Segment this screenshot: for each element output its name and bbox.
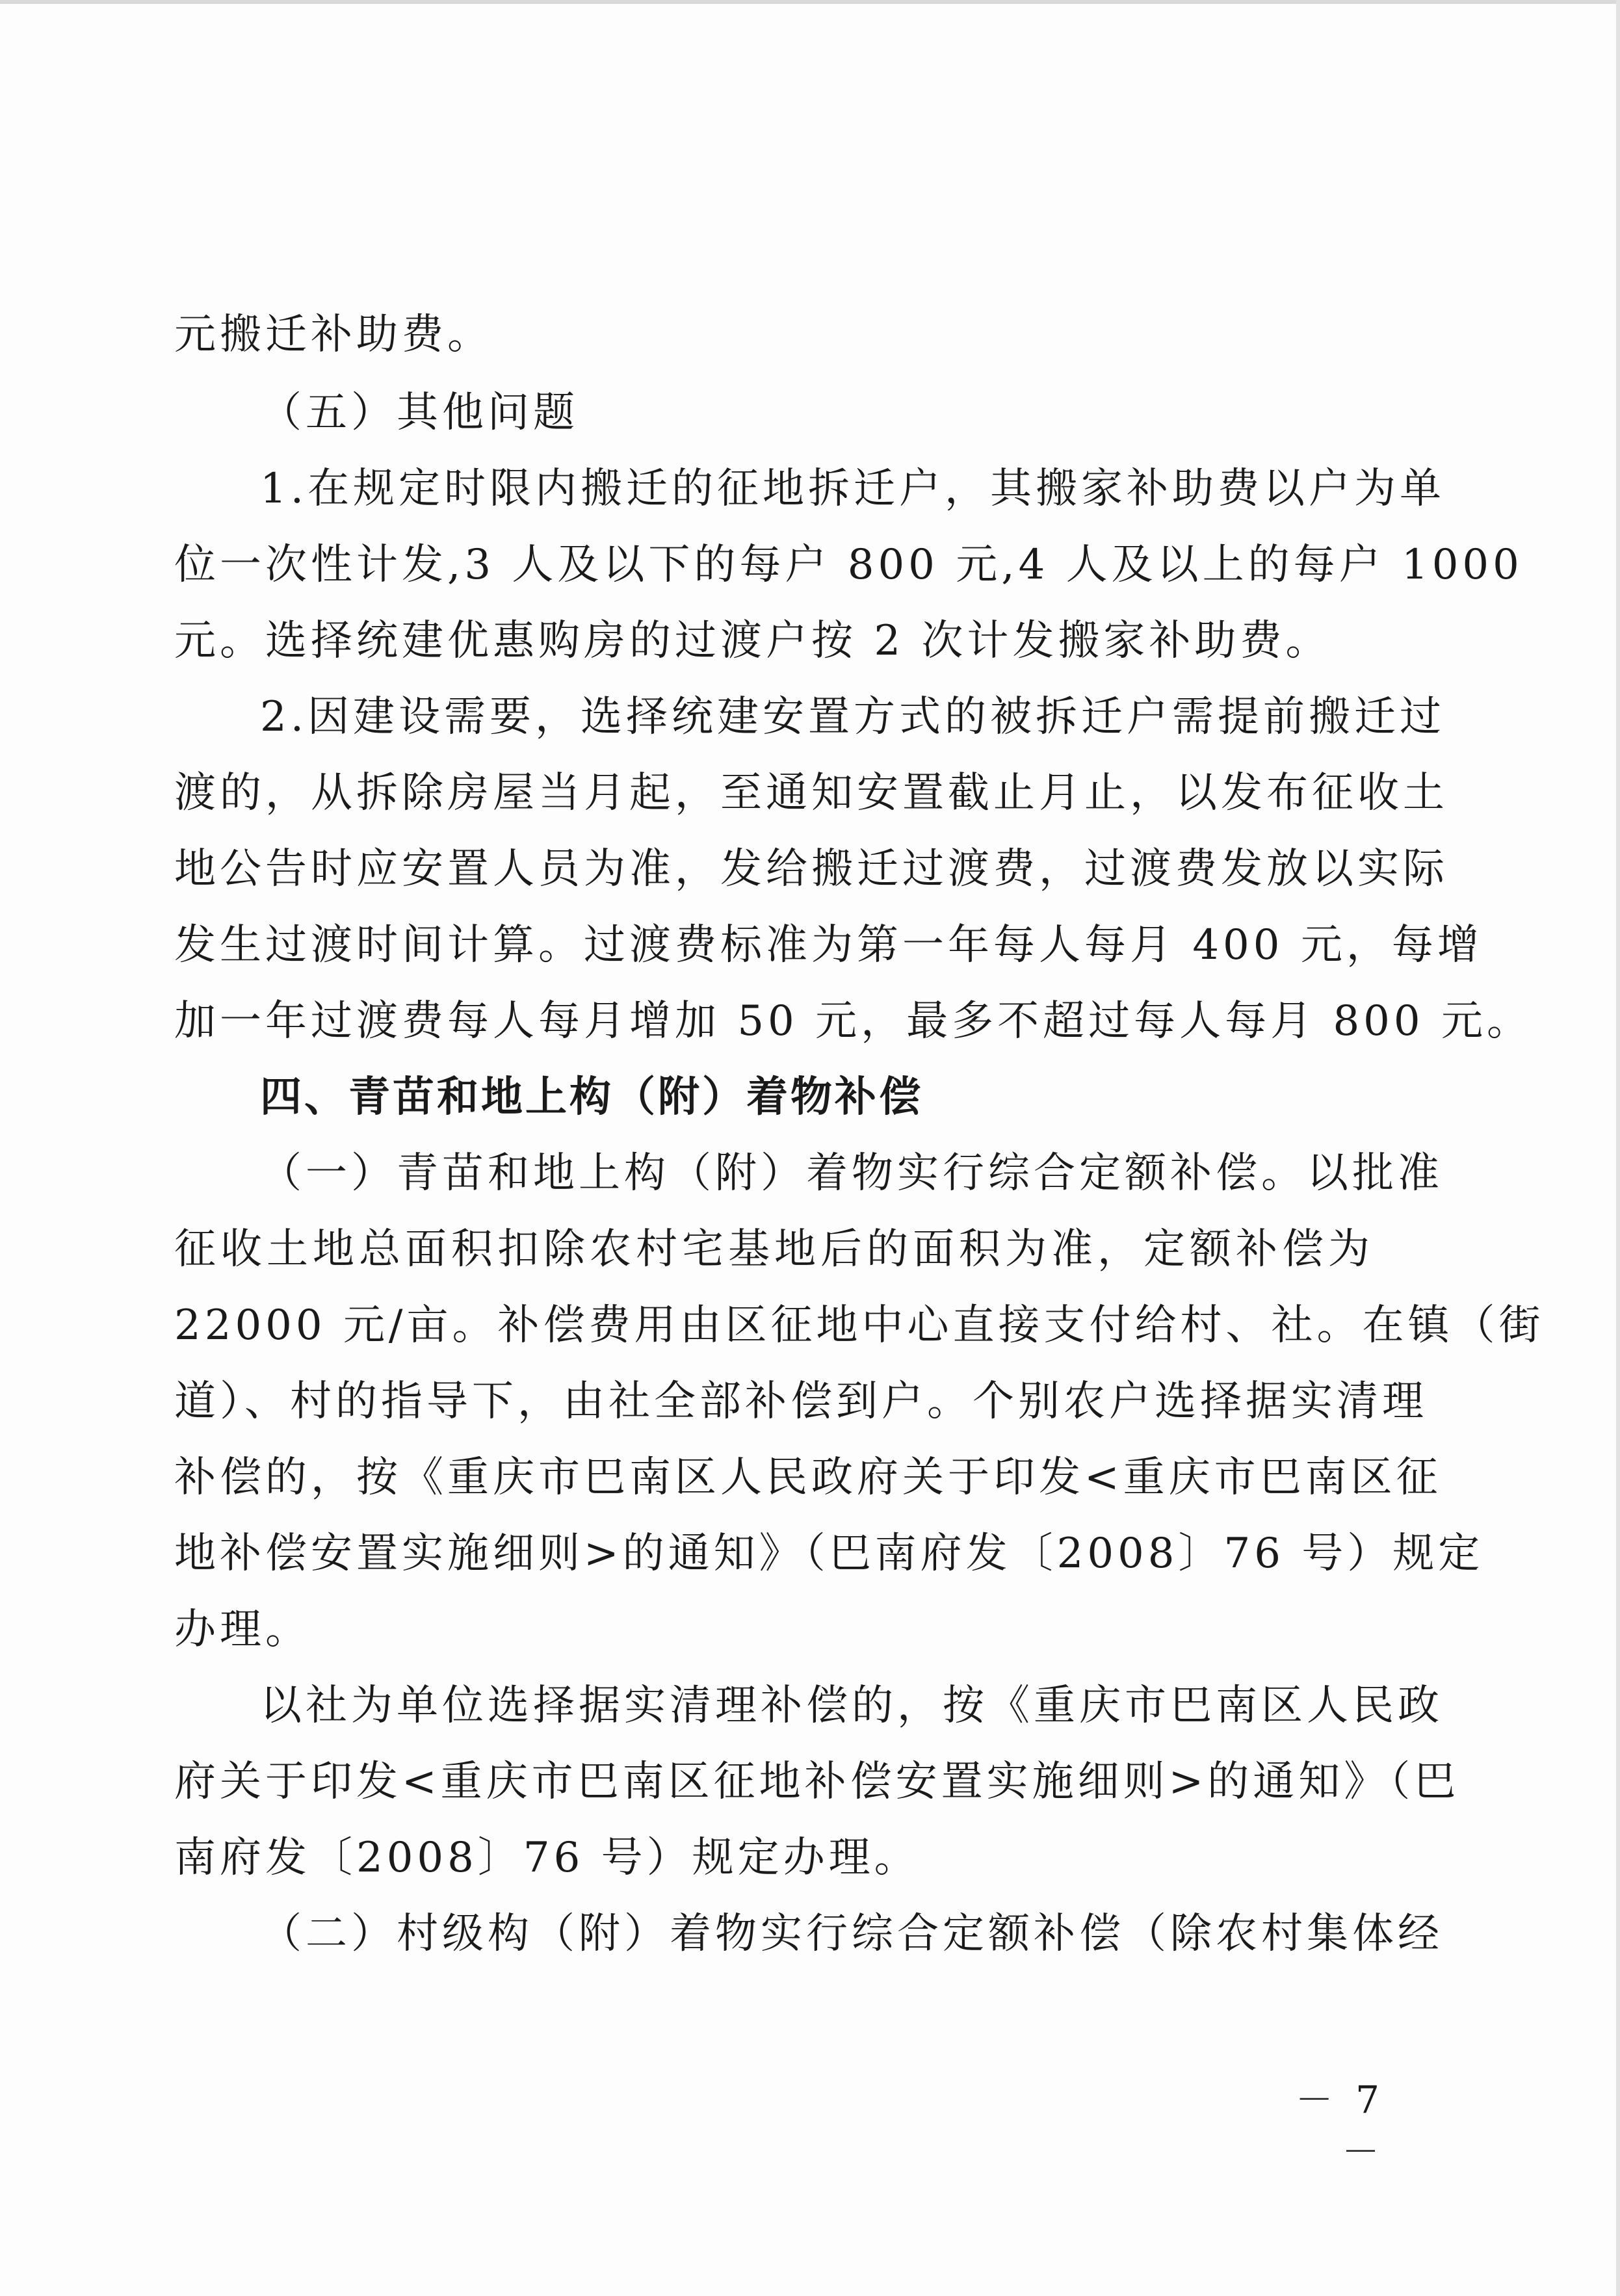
text-line-5: 元。选择统建优惠购房的过渡户按 2 次计发搬家补助费。 [174,617,1331,665]
text-line-21: 南府发〔2008〕76 号）规定办理。 [174,1834,920,1882]
text-line-15: 道）、村的指导下，由社全部补偿到户。个别农户选择据实清理 [174,1377,1428,1426]
text-line-4: 位一次性计发,3 人及以下的每户 800 元,4 人及以上的每户 1000 [174,541,1523,589]
text-line-22: （二）村级构（附）着物实行综合定额补偿（除农村集体经 [260,1910,1443,1958]
text-line-1: 元搬迁补助费。 [174,311,493,359]
text-line-6: 2.因建设需要，选择统建安置方式的被拆迁户需提前搬迁过 [260,693,1446,741]
section-heading-other-issues: （五）其他问题 [260,389,579,437]
text-line-9: 发生过渡时间计算。过渡费标准为第一年每人每月 400 元，每增 [174,921,1483,969]
text-line-7: 渡的，从拆除房屋当月起，至通知安置截止月止，以发布征收土 [174,769,1448,817]
text-line-20: 府关于印发<重庆市巴南区征地补偿安置实施细则>的通知》（巴 [174,1758,1460,1806]
text-line-19: 以社为单位选择据实清理补偿的，按《重庆市巴南区人民政 [260,1682,1443,1730]
text-line-17: 地补偿安置实施细则>的通知》（巴南府发〔2008〕76 号）规定 [174,1530,1484,1578]
text-line-13: 征收土地总面积扣除农村宅基地后的面积为准，定额补偿为 [174,1225,1374,1273]
text-line-8: 地公告时应安置人员为准，发给搬迁过渡费，过渡费发放以实际 [174,845,1448,893]
scan-edge-right [1616,0,1620,2296]
text-line-10: 加一年过渡费每人每月增加 50 元，最多不超过每人每月 800 元。 [174,997,1532,1045]
text-line-18: 办理。 [174,1606,311,1654]
section-heading-compensation: 四、青苗和地上构（附）着物补偿 [260,1073,923,1121]
text-line-16: 补偿的，按《重庆市巴南区人民政府关于印发<重庆市巴南区征 [174,1454,1442,1502]
text-line-12: （一）青苗和地上构（附）着物实行综合定额补偿。以批准 [260,1149,1443,1197]
scan-edge-top [0,0,1620,4]
text-line-14: 22000 元/亩。补偿费用由区征地中心直接支付给村、社。在镇（街 [174,1301,1545,1350]
text-line-3: 1.在规定时限内搬迁的征地拆迁户，其搬家补助费以户为单 [260,465,1446,513]
page-number: － 7 － [1295,2078,1385,2174]
